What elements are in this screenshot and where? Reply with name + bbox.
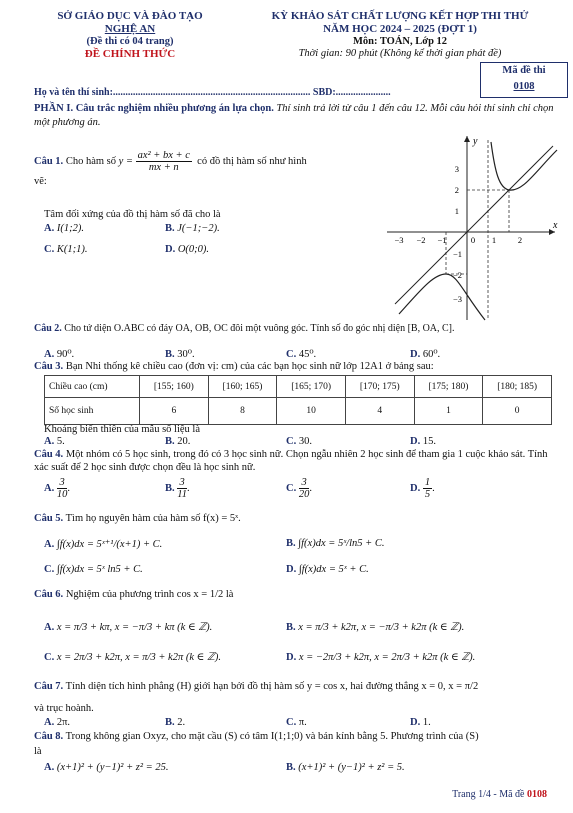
y-tick: 1 [454, 206, 459, 216]
page-count-note: (Đề thi có 04 trang) [86, 36, 174, 47]
q5-option-a[interactable] [44, 538, 162, 550]
y-axis-label: y [473, 136, 478, 147]
q1-option-c[interactable] [44, 244, 87, 255]
q1-text-b: có đồ thị hàm số như hình [197, 155, 307, 167]
option-letter: D. [165, 244, 176, 255]
x-tick: −2 [416, 235, 426, 245]
y-tick: −3 [452, 294, 462, 304]
y-tick: −2 [452, 270, 462, 280]
official-exam-label: ĐỀ CHÍNH THỨC [84, 48, 176, 60]
time-limit: Thời gian: 90 phút (Không kể thời gian phát đề) [298, 48, 502, 59]
option-fraction [57, 477, 68, 500]
q6-option-b[interactable] [286, 621, 464, 633]
q4-option-c[interactable]: C. $\frac{3}{20}$ . [286, 477, 312, 500]
q7-option-b[interactable] [165, 717, 185, 728]
q3-option-c[interactable] [286, 436, 312, 447]
q4-text: Một nhóm có 5 học sinh, trong đó có 3 học sinh nữ. Chọn ngẫu nhiên 2 học sinh để tham gia 1 cuộc khảo sát. Tính xác suất để 2 học sinh được chọn đều là học sinh nữ. [34, 449, 548, 473]
table-header-cell: [160; 165) [208, 376, 277, 398]
q8-option-a[interactable] [44, 762, 168, 773]
option-letter: C. [44, 244, 55, 255]
option-letter: B. [165, 349, 175, 360]
frac-den: 10 [56, 489, 68, 500]
question-6 [34, 589, 564, 600]
q2-option-b[interactable] [165, 348, 195, 360]
option-letter: D. [410, 482, 421, 494]
option-text: 1. [422, 717, 431, 728]
q8-label: Câu 8. [34, 731, 64, 742]
q1-text-a: Cho hàm số [65, 155, 116, 167]
option-letter: B. [165, 482, 175, 494]
x-tick: 0 [470, 235, 476, 245]
frac-num: 3 [177, 477, 187, 489]
option-letter: B. [165, 717, 175, 728]
q1-option-d[interactable] [165, 244, 209, 255]
q4-option-b[interactable]: B. $\frac{3}{11}$ . [165, 477, 190, 500]
option-fraction [177, 477, 187, 500]
option-letter: A. [44, 717, 55, 728]
option-text: x = π/3 + k2π, x = −π/3 + k2π (k ∈ ℤ). [298, 622, 465, 633]
frac-den: 20 [298, 489, 310, 500]
q7-text-2: và trục hoành. [34, 703, 94, 714]
option-text: x = 2π/3 + k2π, x = π/3 + k2π (k ∈ ℤ). [56, 652, 221, 663]
q5-option-c[interactable] [44, 564, 143, 575]
option-letter: D. [286, 652, 297, 663]
option-letter: D. [410, 349, 421, 360]
q8-text: Trong không gian Oxyz, cho mặt cầu (S) có tâm I(1;1;0) và bán kính bằng 5. Phương trình của (S) [65, 731, 479, 742]
option-text: 2. [177, 717, 186, 728]
x-tick: 2 [517, 235, 523, 245]
question-2 [34, 323, 564, 334]
table-header-cell: [165; 170) [277, 376, 346, 398]
frac-den: 11 [177, 489, 187, 500]
candidate-name-line: Họ và tên thí sinh:............................................................................... SBD:...................... [34, 87, 391, 98]
q4-label: Câu 4. [34, 449, 64, 460]
q6-label: Câu 6. [34, 589, 64, 600]
y-tick: −1 [452, 249, 462, 259]
option-letter: C. [44, 652, 55, 663]
option-letter: A. [44, 223, 55, 234]
frac-num: 1 [424, 477, 431, 488]
y-tick: 3 [454, 164, 459, 174]
option-text: ∫f(x)dx = 5ˣ + C. [298, 564, 369, 575]
q6-option-c[interactable] [44, 651, 221, 663]
x-tick: −3 [394, 235, 404, 245]
option-text: ∫f(x)dx = 5ˣ ln5 + C. [56, 564, 143, 575]
question-8 [34, 731, 564, 742]
question-4 [34, 448, 564, 474]
school-dept: SỞ GIÁO DỤC VÀ ĐÀO TẠO [57, 10, 203, 22]
option-letter: D. [410, 717, 421, 728]
option-letter: B. [286, 538, 296, 549]
q6-option-a[interactable] [44, 621, 212, 633]
option-text: 60⁰. [422, 349, 441, 360]
table-cell: 0 [483, 398, 552, 425]
curve-left-branch [399, 274, 485, 320]
q1-numerator: ax² + bx + c [137, 150, 190, 161]
q8-option-b[interactable] [286, 762, 405, 773]
q5-option-d[interactable] [286, 564, 369, 575]
frac-num: 3 [57, 477, 68, 489]
question-3 [34, 361, 564, 372]
q7-option-d[interactable] [410, 717, 431, 728]
q1-label: Câu 1. [34, 155, 64, 167]
option-letter: B. [286, 762, 296, 773]
option-letter: A. [44, 349, 55, 360]
q2-text: Cho tứ diện O.ABC có đáy OA, OB, OC đôi một vuông góc. Tính số đo góc nhị diện [B, OA, C]. [64, 323, 455, 334]
option-text: 45⁰. [298, 349, 317, 360]
q3-question: Khoảng biến thiên của mẫu số liệu là [44, 424, 200, 435]
q6-text: Nghiệm của phương trình cos x = 1/2 là [65, 589, 234, 600]
option-letter: D. [286, 564, 297, 575]
q5-option-b[interactable] [286, 538, 384, 549]
table-cell: Số học sinh [45, 398, 140, 425]
q1-option-b[interactable] [165, 223, 220, 234]
option-text: 90⁰. [56, 349, 75, 360]
option-letter: A. [44, 622, 55, 633]
question-7 [34, 681, 564, 692]
table-header-cell: [155; 160) [139, 376, 208, 398]
option-fraction [299, 477, 310, 500]
q7-option-c[interactable] [286, 717, 307, 728]
q3-option-d[interactable] [410, 436, 436, 447]
option-text: J(−1;−2). [177, 223, 220, 234]
table-header-cell: [175; 180) [414, 376, 483, 398]
x-tick: −1 [437, 235, 447, 245]
option-text: π. [298, 717, 307, 728]
option-letter: C. [286, 482, 297, 494]
part1-heading [34, 102, 560, 130]
option-text: 5. [56, 436, 65, 447]
table-cell: 1 [414, 398, 483, 425]
q1-fraction [136, 150, 192, 173]
y-axis-arrow [464, 136, 470, 142]
frac-den: 5 [424, 489, 431, 500]
option-letter: B. [165, 436, 175, 447]
page-footer [452, 789, 547, 800]
option-text: x = −2π/3 + k2π, x = 2π/3 + k2π (k ∈ ℤ). [298, 652, 476, 663]
q5-label: Câu 5. [34, 513, 64, 524]
option-text: x = π/3 + kπ, x = −π/3 + kπ (k ∈ ℤ). [56, 622, 213, 633]
part1-title: PHẦN I. Câu trắc nghiệm nhiều phương án lựa chọn. [34, 103, 274, 114]
option-letter: C. [286, 717, 297, 728]
table-row [45, 376, 552, 398]
q1-lhs: y = [118, 155, 133, 167]
option-letter: A. [44, 482, 55, 494]
q5-text: Tìm họ nguyên hàm của hàm số f(x) = 5ˣ. [65, 513, 241, 524]
option-letter: C. [286, 436, 297, 447]
table-cell: 4 [345, 398, 414, 425]
option-text: 2π. [56, 717, 71, 728]
option-text: O(0;0). [177, 244, 210, 255]
option-text: 30⁰. [177, 349, 195, 360]
q7-text: Tính diện tích hình phẳng (H) giới hạn bởi đồ thị hàm số y = cos x, hai đường thẳng x = 0, x = π/2 [65, 681, 479, 692]
option-letter: B. [165, 223, 175, 234]
q3-label: Câu 3. [34, 361, 64, 372]
footer-text: Trang 1/4 - Mã đề [452, 789, 527, 800]
frac-num: 3 [299, 477, 310, 489]
option-text: (x+1)² + (y−1)² + z² = 5. [298, 762, 405, 773]
q6-option-d[interactable] [286, 651, 475, 663]
q2-option-d[interactable] [410, 348, 440, 360]
table-cell: 8 [208, 398, 277, 425]
option-letter: D. [410, 436, 421, 447]
q1-text-c: vẽ: [34, 176, 47, 187]
option-text: 30. [298, 436, 312, 447]
table-cell: 6 [139, 398, 208, 425]
option-text: (x+1)² + (y−1)² + z² = 25. [56, 762, 169, 773]
option-letter: A. [44, 762, 55, 773]
q3-text: Bạn Nhi thống kê chiều cao (đơn vị: cm) của các bạn học sinh nữ lớp 12A1 ở bảng sau: [65, 361, 434, 372]
option-letter: C. [286, 349, 297, 360]
q1-denominator: mx + n [148, 162, 179, 173]
footer-code: 0108 [527, 789, 547, 800]
school-year: NĂM HỌC 2024 – 2025 (ĐỢT 1) [323, 23, 477, 35]
option-text: ∫f(x)dx = 5ˣ/ln5 + C. [298, 538, 385, 549]
x-axis-label: x [553, 220, 558, 231]
q2-option-a[interactable] [44, 348, 74, 360]
option-text: ∫f(x)dx = 5ˣ⁺¹/(x+1) + C. [56, 539, 163, 550]
q7-option-a[interactable] [44, 717, 70, 728]
table-header-cell: [170; 175) [345, 376, 414, 398]
option-letter: A. [44, 436, 55, 447]
table-row [45, 398, 552, 425]
option-letter: B. [286, 622, 296, 633]
q1-function-graph [385, 132, 565, 322]
height-frequency-table [44, 375, 552, 425]
question-1 [34, 150, 374, 173]
option-letter: C. [44, 564, 55, 575]
q1-question: Tâm đối xứng của đồ thị hàm số đã cho là [44, 209, 221, 220]
option-text: 20. [177, 436, 191, 447]
table-cell: 10 [277, 398, 346, 425]
table-header-cell: [180; 185) [483, 376, 552, 398]
y-tick: 2 [454, 185, 459, 195]
exam-code-label: Mã đề thi [502, 65, 546, 76]
province: NGHỆ AN [104, 23, 156, 35]
q4-option-a[interactable]: A. $\frac{3}{10}$ . [44, 477, 70, 500]
q3-option-a[interactable] [44, 436, 65, 447]
subject: Môn: TOÁN, Lớp 12 [352, 36, 448, 47]
curve-right-branch [491, 142, 557, 190]
q2-option-c[interactable] [286, 348, 316, 360]
option-text: K(1;1). [56, 244, 88, 255]
q4-option-d[interactable]: D. $\frac{1}{5}$ . [410, 477, 435, 500]
question-5 [34, 513, 564, 524]
x-tick: 1 [491, 235, 497, 245]
table-header-cell: Chiều cao (cm) [45, 376, 140, 398]
q2-label: Câu 2. [34, 323, 62, 334]
option-letter: A. [44, 539, 55, 550]
exam-title: KỲ KHẢO SÁT CHẤT LƯỢNG KẾT HỢP THI THỬ [271, 10, 529, 22]
part1-instruction: Thí sinh trả lời từ câu 1 đến câu 12. Mỗi câu hỏi thí sinh chỉ chọn một phương án. [34, 103, 554, 128]
q1-option-a[interactable] [44, 223, 84, 234]
option-text: 15. [422, 436, 436, 447]
q7-label: Câu 7. [34, 681, 64, 692]
q3-option-b[interactable] [165, 436, 190, 447]
option-text: I(1;2). [56, 223, 84, 234]
exam-code-value: 0108 [513, 81, 535, 92]
oblique-asymptote [395, 146, 553, 304]
option-fraction [423, 477, 432, 500]
q8-text-2: là [34, 746, 42, 757]
